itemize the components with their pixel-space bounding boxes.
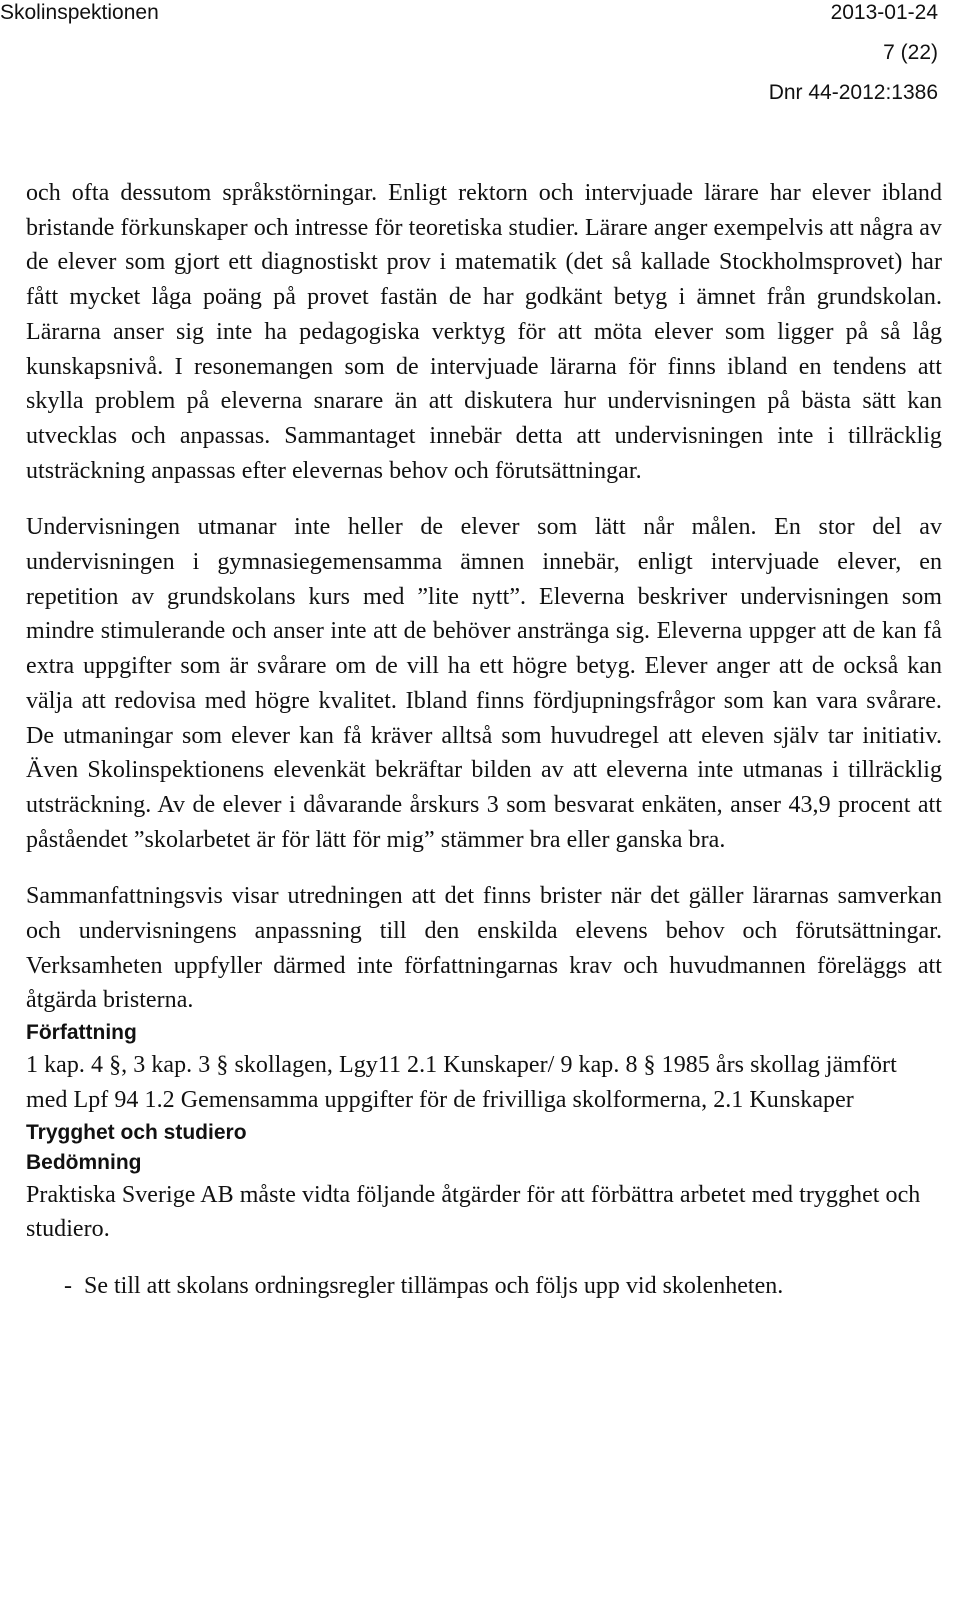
heading-trygghet: Trygghet och studiero	[26, 1120, 247, 1144]
paragraph-2: Undervisningen utmanar inte heller de elever som lätt når målen. En stor del av undervisningen i gymnasiegemensamma ämnen innebär, enligt intervjuade elever, en repetition av grundskolans kurs med ”lite nytt”. Eleverna beskriver undervisningen som mindre stimulerande och anser inte att de behöver anstränga sig. Eleverna uppger att de kan få extra uppgifter som är svårare om de vill ha ett högre betyg. Elever anger att de också kan välja att redovisa med högre kvalitet. Ibland finns fördjupningsfrågor som kan vara svårare. De utmaningar som elever kan få kräver alltså som huvudregel att eleven själv tar initiativ. Även Skolinspektionens elevenkät bekräftar bilden av att eleverna inte utmanas i tillräcklig utsträckning. Av de elever i dåvarande årskurs 3 som besvarat enkäten, anser 43,9 procent att påståendet ”skolarbetet är för lätt för mig” stämmer bra eller ganska bra.	[26, 514, 942, 853]
heading-bedomning: Bedömning	[26, 1150, 142, 1174]
header-meta	[769, 0, 938, 120]
document-body	[26, 176, 942, 1304]
list-item	[26, 1269, 942, 1304]
organization-name: Skolinspektionen	[0, 1, 159, 24]
page-header	[0, 0, 960, 104]
page-number: 7 (22)	[883, 41, 938, 64]
bullet-dash: -	[64, 1272, 72, 1299]
document-date: 2013-01-24	[830, 1, 938, 24]
forfattning-text: 1 kap. 4 §, 3 kap. 3 § skollagen, Lgy11 2.1 Kunskaper/ 9 kap. 8 § 1985 års skollag jämfört med Lpf 94 1.2 Gemensamma uppgifter för de frivilliga skolformerna, 2.1 Kunskaper	[26, 1052, 897, 1113]
bedomning-text: Praktiska Sverige AB måste vidta följande åtgärder för att förbättra arbetet med trygghet och studiero.	[26, 1181, 921, 1243]
bullet-text: Se till att skolans ordningsregler tillämpas och följs upp vid skolenheten.	[84, 1272, 784, 1299]
paragraph-1: och ofta dessutom språkstörningar. Enligt rektorn och intervjuade lärare har elever ibland bristande förkunskaper och intresse för teoretiska studier. Lärare anger exempelvis att några av de elever som gjort ett diagnostiskt prov i matematik (det så kallade Stockholmsprovet) har fått mycket låga poäng på provet fastän de har godkänt betyg i ämnet från grundskolan. Lärarna anser sig inte ha pedagogiska verktyg för att möta elever som ligger på så låg kunskapsnivå. I resonemangen som de intervjuade lärarna för finns ibland en tendens att skylla problem på eleverna snarare än att diskutera hur undervisningen på bästa sätt kan utvecklas och anpassas. Sammantaget innebär detta att undervisningen inte i tillräcklig utsträckning anpassas efter elevernas behov och förutsättningar.	[26, 180, 942, 484]
heading-forfattning: Författning	[26, 1021, 137, 1045]
reference-number: Dnr 44-2012:1386	[768, 81, 938, 104]
paragraph-3: Sammanfattningsvis visar utredningen att det finns brister när det gäller lärarnas samverkan och undervisningens anpassning till den enskilda elevens behov och förutsättningar. Verksamheten uppfyller därmed inte författningarnas krav och huvudmannen föreläggs att åtgärda bristerna.	[26, 883, 942, 1014]
